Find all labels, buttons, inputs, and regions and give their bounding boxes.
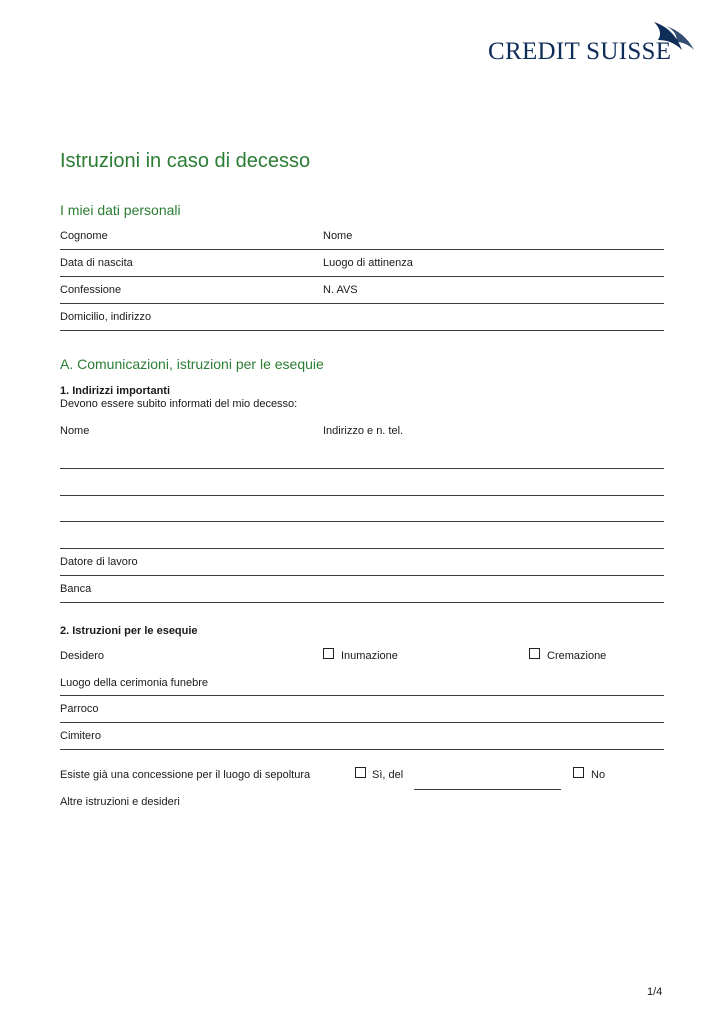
credit-suisse-logo <box>488 20 698 70</box>
address-line-1[interactable] <box>60 468 664 469</box>
label-luogo-attinenza: Luogo di attinenza <box>323 257 413 269</box>
label-col-nome: Nome <box>60 425 90 437</box>
label-altre-istruzioni: Altre istruzioni e desideri <box>60 796 180 808</box>
label-cognome: Cognome <box>60 230 108 242</box>
label-concessione: Esiste già una concessione per il luogo di sepoltura <box>60 769 311 781</box>
field-line-luogo-cerimonia[interactable] <box>60 695 664 696</box>
section-heading-personal: I miei dati personali <box>60 202 181 218</box>
field-line-si-del-date[interactable] <box>414 789 561 790</box>
label-inumazione: Inumazione <box>341 650 398 662</box>
subheading-esequie: 2. Istruzioni per le esequie <box>60 625 198 637</box>
field-line-cognome-nome[interactable] <box>60 249 664 250</box>
address-line-3[interactable] <box>60 521 664 522</box>
label-nome: Nome <box>323 230 353 242</box>
label-desidero: Desidero <box>60 650 105 662</box>
sails-icon <box>652 20 696 54</box>
checkbox-inumazione[interactable] <box>323 648 334 659</box>
field-line-domicilio[interactable] <box>60 330 664 331</box>
checkbox-si[interactable] <box>355 767 366 778</box>
label-parroco: Parroco <box>60 703 99 715</box>
label-no: No <box>591 769 606 781</box>
label-banca: Banca <box>60 583 92 595</box>
label-data-nascita: Data di nascita <box>60 257 133 269</box>
checkbox-no[interactable] <box>573 767 584 778</box>
label-col-indirizzo: Indirizzo e n. tel. <box>323 425 404 437</box>
page-number: 1/4 <box>647 986 663 998</box>
logo-text: CREDIT SUISSE <box>488 38 672 65</box>
label-luogo-cerimonia: Luogo della cerimonia funebre <box>60 677 208 689</box>
field-line-datore[interactable] <box>60 575 664 576</box>
subheading-indirizzi: 1. Indirizzi importanti <box>60 385 171 397</box>
field-line-parroco[interactable] <box>60 722 664 723</box>
addresses-subtitle: Devono essere subito informati del mio decesso: <box>60 398 298 410</box>
label-si-del: Sì, del <box>372 769 404 781</box>
label-cremazione: Cremazione <box>547 650 607 662</box>
field-line-confessione-navs[interactable] <box>60 303 664 304</box>
address-line-4[interactable] <box>60 548 664 549</box>
address-line-2[interactable] <box>60 495 664 496</box>
field-line-nascita-attinenza[interactable] <box>60 276 664 277</box>
field-line-banca[interactable] <box>60 602 664 603</box>
field-line-cimitero[interactable] <box>60 749 664 750</box>
label-confessione: Confessione <box>60 284 122 296</box>
label-domicilio: Domicilio, indirizzo <box>60 311 152 323</box>
page-title: Istruzioni in caso di decesso <box>60 150 311 172</box>
section-heading-a: A. Comunicazioni, istruzioni per le esequie <box>60 356 324 372</box>
label-cimitero: Cimitero <box>60 730 101 742</box>
checkbox-cremazione[interactable] <box>529 648 540 659</box>
label-datore: Datore di lavoro <box>60 556 138 568</box>
label-navs: N. AVS <box>323 284 358 296</box>
